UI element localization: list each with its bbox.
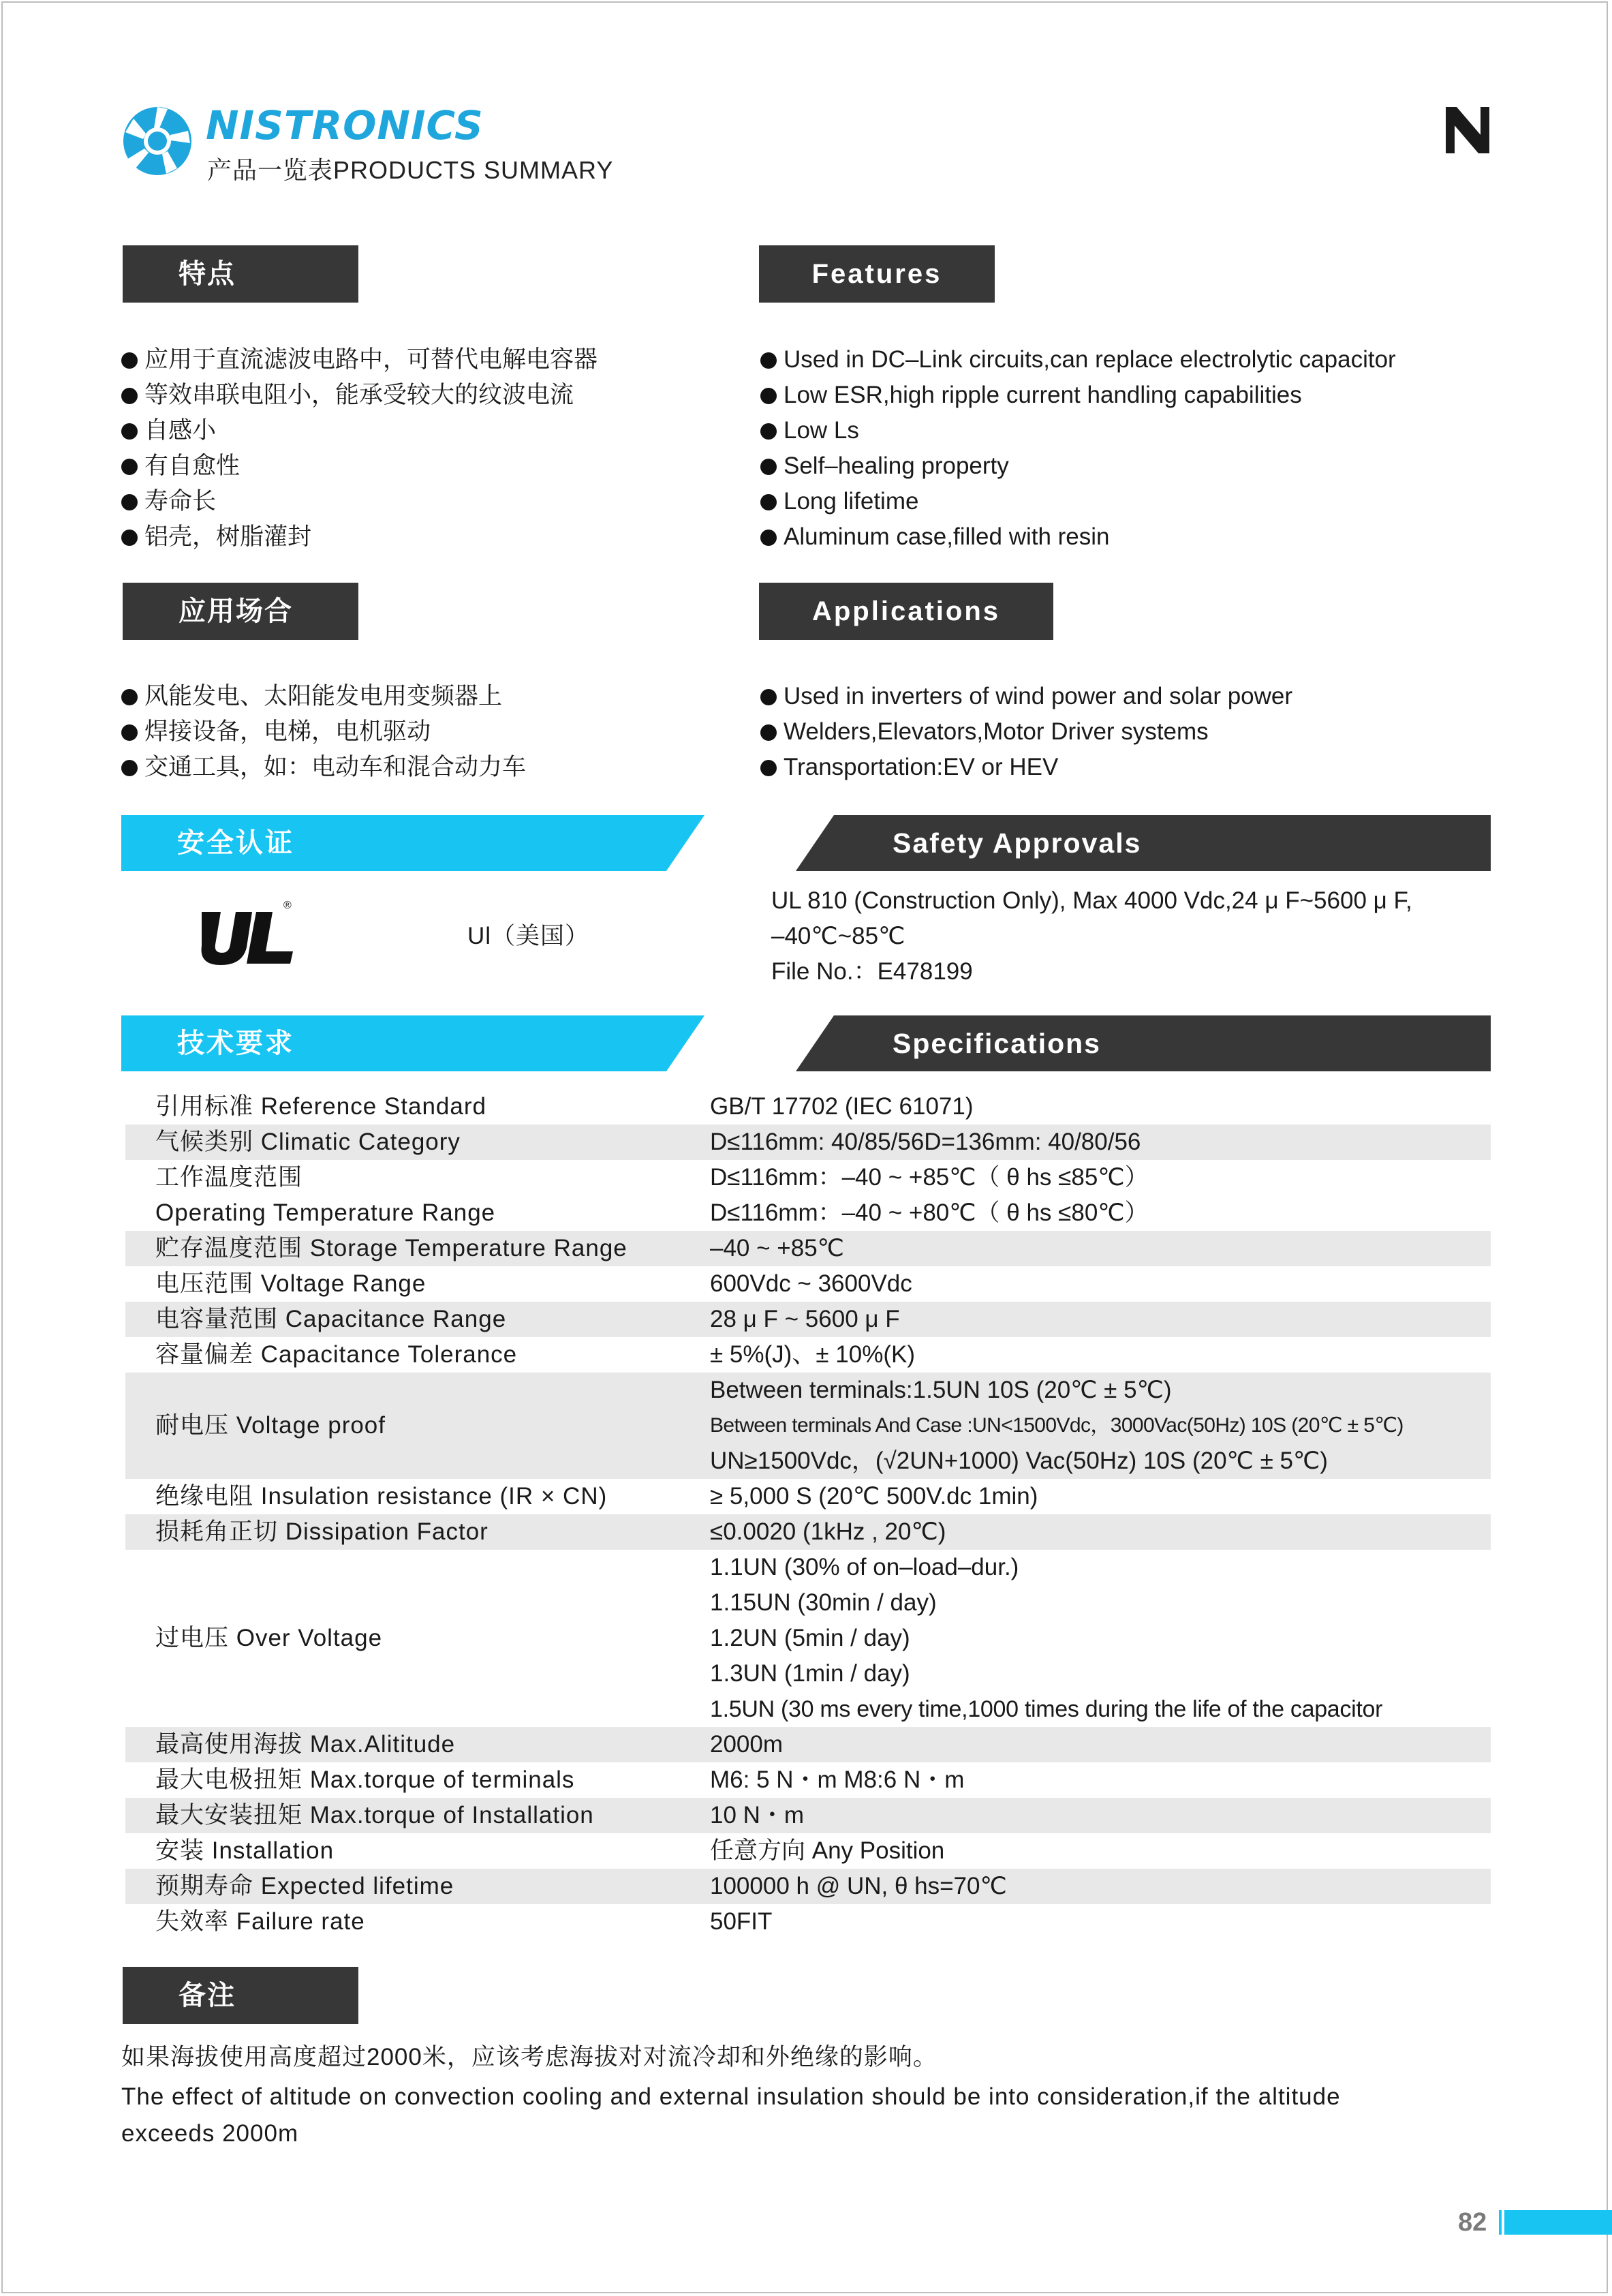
list-item: 寿命长 bbox=[121, 484, 598, 519]
safety-line-2: –40℃~85℃ bbox=[771, 923, 905, 949]
list-item: Low ESR,high ripple current handling capabilities bbox=[760, 378, 1396, 413]
safety-approval-text bbox=[771, 883, 1412, 990]
list-item: 铝壳，树脂灌封 bbox=[121, 519, 598, 555]
spec-value: D≤116mm：–40 ~ +85℃（ θ hs ≤85℃） bbox=[710, 1164, 1149, 1191]
bullet-icon bbox=[121, 459, 138, 475]
spec-row-dissipation-factor bbox=[125, 1514, 1491, 1550]
spec-label: 电容量范围 Capacitance Range bbox=[155, 1306, 507, 1332]
list-item: 交通工具，如：电动车和混合动力车 bbox=[121, 750, 526, 785]
spec-value: ± 5%(J)、± 10%(K) bbox=[710, 1341, 915, 1368]
spec-row-voltage-range bbox=[125, 1266, 1491, 1302]
safety-cn-heading: 安全认证 bbox=[177, 828, 294, 858]
spec-row-installation-torque bbox=[125, 1798, 1491, 1833]
spec-value-line: 1.5UN (30 ms every time,1000 times during the life of the capacitor bbox=[710, 1696, 1383, 1722]
spec-label: 电压范围 Voltage Range bbox=[155, 1270, 427, 1297]
spec-value: ≤0.0020 (1kHz , 20℃) bbox=[710, 1518, 946, 1545]
list-item: 风能发电、太阳能发电用变频器上 bbox=[121, 679, 526, 714]
spec-value-line: 1.2UN (5min / day) bbox=[710, 1625, 910, 1651]
safety-banner bbox=[121, 815, 1491, 871]
spec-label: 最大安装扭矩 Max.torque of Installation bbox=[155, 1802, 594, 1828]
applications-cn-heading: 应用场合 bbox=[123, 583, 358, 640]
bullet-icon bbox=[121, 530, 138, 546]
spec-value: D≤116mm: 40/85/56D=136mm: 40/80/56 bbox=[710, 1129, 1141, 1155]
spec-row-operating-temp-cn bbox=[125, 1160, 1491, 1195]
registered-mark: ® bbox=[283, 900, 292, 911]
bullet-icon bbox=[760, 352, 777, 369]
spec-value-line: 1.1UN (30% of on–load–dur.) bbox=[710, 1554, 1019, 1580]
spec-value: D≤116mm：–40 ~ +80℃（ θ hs ≤80℃） bbox=[710, 1199, 1149, 1226]
specs-banner bbox=[121, 1015, 1491, 1071]
spec-value-line: Between terminals And Case :UN<1500Vdc，3000Vac(50Hz) 10S (20℃ ± 5℃) bbox=[710, 1414, 1404, 1437]
specs-cn-heading: 技术要求 bbox=[177, 1028, 294, 1058]
spec-row-failure-rate bbox=[125, 1904, 1491, 1940]
n-logo-icon bbox=[1443, 106, 1492, 155]
notes-en-line-1: The effect of altitude on convection cooling and external insulation should be into consideration,if the altitude bbox=[121, 2083, 1341, 2110]
spec-value: M6: 5 N・m M8:6 N・m bbox=[710, 1766, 965, 1793]
bullet-icon bbox=[121, 423, 138, 440]
bullet-icon bbox=[760, 530, 777, 546]
list-item: 自感小 bbox=[121, 413, 598, 448]
spec-value-line: Between terminals:1.5UN 10S (20℃ ± 5℃) bbox=[710, 1377, 1172, 1403]
page-subtitle: 产品一览表PRODUCTS SUMMARY bbox=[207, 156, 614, 184]
spec-row-over-voltage bbox=[125, 1550, 1491, 1727]
spec-value: 任意方向 Any Position bbox=[710, 1837, 945, 1864]
spec-label: 容量偏差 Capacitance Tolerance bbox=[155, 1341, 518, 1368]
safety-file-no: File No.：E478199 bbox=[771, 958, 973, 985]
spec-label: 耐电压 Voltage proof bbox=[155, 1412, 386, 1439]
spec-label: 安装 Installation bbox=[155, 1837, 335, 1864]
list-item: 有自愈性 bbox=[121, 448, 598, 484]
spec-row-voltage-proof bbox=[125, 1373, 1491, 1479]
spec-label: 气候类别 Climatic Category bbox=[155, 1129, 461, 1155]
nistronics-logo-icon bbox=[120, 104, 195, 179]
banner-wedge bbox=[796, 1015, 834, 1071]
spec-row-climatic-category bbox=[125, 1124, 1491, 1160]
list-item: Low Ls bbox=[760, 413, 1396, 448]
page-number-bar bbox=[1504, 2210, 1612, 2235]
spec-label: 工作温度范围 bbox=[155, 1164, 303, 1191]
spec-row-max-altitude bbox=[125, 1727, 1491, 1762]
bullet-icon bbox=[760, 724, 777, 741]
bullet-icon bbox=[121, 724, 138, 741]
bullet-icon bbox=[760, 494, 777, 510]
list-item: Long lifetime bbox=[760, 484, 1396, 519]
page-number: 82 bbox=[1458, 2208, 1487, 2237]
safety-en-heading: Safety Approvals bbox=[893, 827, 1142, 859]
brand-name: NISTRONICS bbox=[206, 102, 484, 149]
spec-row-terminal-torque bbox=[125, 1762, 1491, 1798]
bullet-icon bbox=[121, 760, 138, 776]
spec-value: 50FIT bbox=[710, 1908, 773, 1935]
spec-label: 失效率 Failure rate bbox=[155, 1908, 365, 1935]
spec-label: 最大电极扭矩 Max.torque of terminals bbox=[155, 1766, 575, 1793]
spec-value bbox=[710, 1373, 1404, 1479]
list-item: 焊接设备，电梯，电机驱动 bbox=[121, 714, 526, 750]
specs-en-heading: Specifications bbox=[893, 1028, 1101, 1059]
spec-row-capacitance-range bbox=[125, 1302, 1491, 1337]
spec-row-reference-standard bbox=[125, 1089, 1491, 1124]
list-item: Used in inverters of wind power and solar power bbox=[760, 679, 1292, 714]
features-cn-heading: 特点 bbox=[123, 245, 358, 303]
list-item: Welders,Elevators,Motor Driver systems bbox=[760, 714, 1292, 750]
applications-cn-list bbox=[121, 679, 526, 785]
applications-en-list bbox=[760, 679, 1292, 785]
bullet-icon bbox=[760, 423, 777, 440]
list-item: Self–healing property bbox=[760, 448, 1396, 484]
spec-value-line: 1.3UN (1min / day) bbox=[710, 1660, 910, 1687]
notes-cn-heading: 备注 bbox=[123, 1967, 358, 2024]
bullet-icon bbox=[760, 689, 777, 705]
spec-row-storage-temp bbox=[125, 1231, 1491, 1266]
spec-label: 损耗角正切 Dissipation Factor bbox=[155, 1518, 489, 1545]
spec-label: 预期寿命 Expected lifetime bbox=[155, 1873, 454, 1899]
banner-wedge bbox=[796, 815, 834, 871]
notes-en-line-2: exceeds 2000m bbox=[121, 2120, 299, 2147]
bullet-icon bbox=[121, 494, 138, 510]
features-cn-list bbox=[121, 342, 598, 555]
spec-row-capacitance-tolerance bbox=[125, 1337, 1491, 1373]
spec-row-expected-lifetime bbox=[125, 1869, 1491, 1904]
bullet-icon bbox=[121, 689, 138, 705]
spec-label: 绝缘电阻 Insulation resistance (IR × CN) bbox=[155, 1483, 608, 1510]
spec-value: 2000m bbox=[710, 1731, 784, 1758]
spec-label: 过电压 Over Voltage bbox=[155, 1625, 383, 1651]
ul-certification-icon bbox=[198, 904, 296, 966]
spec-value-line: 1.15UN (30min / day) bbox=[710, 1589, 937, 1616]
ul-country-label: Ul（美国） bbox=[467, 923, 590, 949]
list-item: 等效串联电阻小，能承受较大的纹波电流 bbox=[121, 378, 598, 413]
list-item: 应用于直流滤波电路中，可替代电解电容器 bbox=[121, 342, 598, 378]
spec-value: GB/T 17702 (IEC 61071) bbox=[710, 1093, 974, 1120]
spec-label: Operating Temperature Range bbox=[155, 1199, 496, 1226]
page-number-separator bbox=[1499, 2210, 1502, 2235]
features-en-list bbox=[760, 342, 1396, 555]
spec-row-operating-temp-en bbox=[125, 1195, 1491, 1231]
bullet-icon bbox=[121, 352, 138, 369]
spec-value bbox=[710, 1550, 1382, 1727]
spec-value: 100000 h @ UN, θ hs=70℃ bbox=[710, 1873, 1007, 1899]
bullet-icon bbox=[760, 459, 777, 475]
spec-value: 28 μ F ~ 5600 μ F bbox=[710, 1306, 900, 1332]
spec-label: 贮存温度范围 Storage Temperature Range bbox=[155, 1235, 627, 1261]
bullet-icon bbox=[760, 388, 777, 404]
spec-value-line: UN≥1500Vdc，(√2UN+1000) Vac(50Hz) 10S (20℃ ± 5℃) bbox=[710, 1448, 1328, 1474]
spec-row-insulation-resistance bbox=[125, 1479, 1491, 1514]
applications-en-heading: Applications bbox=[759, 583, 1053, 640]
spec-value: –40 ~ +85℃ bbox=[710, 1235, 844, 1261]
notes-en-text bbox=[121, 2079, 1341, 2152]
spec-label: 引用标准 Reference Standard bbox=[155, 1093, 486, 1120]
spec-label: 最高使用海拔 Max.Alititude bbox=[155, 1731, 456, 1758]
bullet-icon bbox=[760, 760, 777, 776]
list-item: Transportation:EV or HEV bbox=[760, 750, 1292, 785]
safety-line-1: UL 810 (Construction Only), Max 4000 Vdc,24 μ F~5600 μ F, bbox=[771, 887, 1412, 914]
features-en-heading: Features bbox=[759, 245, 995, 303]
list-item: Aluminum case,filled with resin bbox=[760, 519, 1396, 555]
bullet-icon bbox=[121, 388, 138, 404]
list-item: Used in DC–Link circuits,can replace electrolytic capacitor bbox=[760, 342, 1396, 378]
spec-value: 10 N・m bbox=[710, 1802, 805, 1828]
notes-cn-text: 如果海拔使用高度超过2000米，应该考虑海拔对对流冷却和外绝缘的影响。 bbox=[121, 2044, 937, 2070]
spec-value: 600Vdc ~ 3600Vdc bbox=[710, 1270, 912, 1297]
spec-row-installation bbox=[125, 1833, 1491, 1869]
spec-value: ≥ 5,000 S (20℃ 500V.dc 1min) bbox=[710, 1483, 1038, 1510]
